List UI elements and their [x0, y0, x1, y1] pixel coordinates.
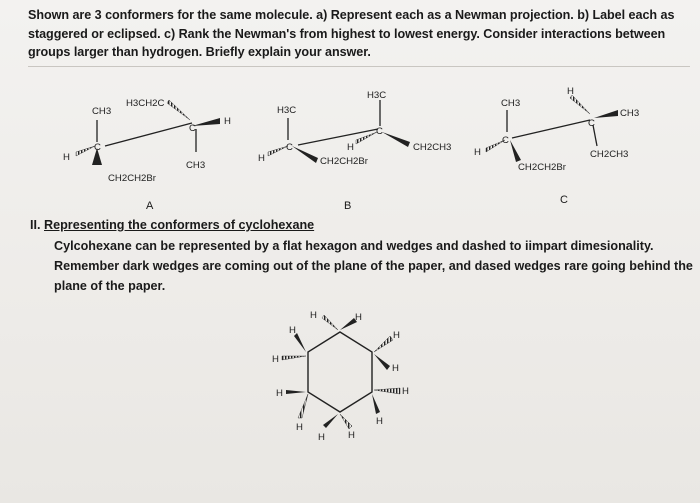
label-ch3: CH3	[92, 106, 112, 117]
label-h: H	[258, 153, 265, 164]
label-h: H	[348, 430, 355, 441]
label-h: H	[318, 432, 325, 443]
section-line: Cylcohexane can be represented by a flat hexagon and wedges and dashed to iimpart dimesionality.	[54, 239, 654, 253]
label-h: H	[310, 310, 317, 321]
label-ethyl: CH2CH3	[413, 142, 452, 153]
label-bromoethyl: CH2CH2Br	[518, 162, 566, 173]
label-h: H	[276, 388, 283, 399]
label-ch3: H3C	[277, 105, 297, 116]
label-ch3: CH3	[186, 160, 206, 171]
label-carbon: C	[286, 142, 293, 153]
label-h: H	[392, 363, 399, 374]
label-carbon: C	[588, 118, 595, 129]
question-line: groups larger than hydrogen. Briefly explain your answer.	[28, 45, 371, 59]
section-line: Remember dark wedges are coming out of the plane of the paper, and dased wedges rare going behind the	[54, 259, 693, 273]
label-ethyl: CH2CH3	[590, 149, 629, 160]
label-h: H	[567, 86, 574, 97]
label-h: H	[376, 416, 383, 427]
label-h: H	[402, 386, 409, 397]
label-h: H	[224, 116, 231, 127]
label-h: H	[272, 354, 279, 365]
label-carbon: C	[502, 135, 509, 146]
label-h: H	[289, 325, 296, 336]
label-h: H	[474, 147, 481, 158]
section-title: Representing the conformers of cyclohexane	[44, 218, 315, 232]
label-ch3: H3C	[367, 90, 387, 101]
label-carbon: C	[94, 142, 101, 153]
conformer-a-tag: A	[146, 200, 154, 212]
label-h: H	[393, 330, 400, 341]
label-bromoethyl: CH2CH2Br	[320, 156, 368, 167]
label-bromoethyl: CH2CH2Br	[108, 173, 156, 184]
conformer-c-tag: C	[560, 194, 568, 206]
label-h: H	[347, 142, 354, 153]
label-ethyl: H3CH2C	[126, 98, 165, 109]
label-h: H	[296, 422, 303, 433]
label-h: H	[63, 152, 70, 163]
section-number: II.	[30, 218, 41, 232]
question-line: Shown are 3 conformers for the same molecule. a) Represent each as a Newman projection. b) Label each as	[28, 8, 675, 22]
label-ch3: CH3	[620, 108, 640, 119]
section-line: plane of the paper.	[54, 279, 166, 293]
label-ch3: CH3	[501, 98, 521, 109]
label-carbon: C	[376, 126, 383, 137]
question-line: staggered or eclipsed. c) Rank the Newman's from highest to lowest energy. Consider interactions between	[28, 26, 666, 41]
label-h: H	[355, 312, 362, 323]
conformer-b-tag: B	[344, 200, 352, 212]
label-carbon: C	[189, 123, 196, 134]
